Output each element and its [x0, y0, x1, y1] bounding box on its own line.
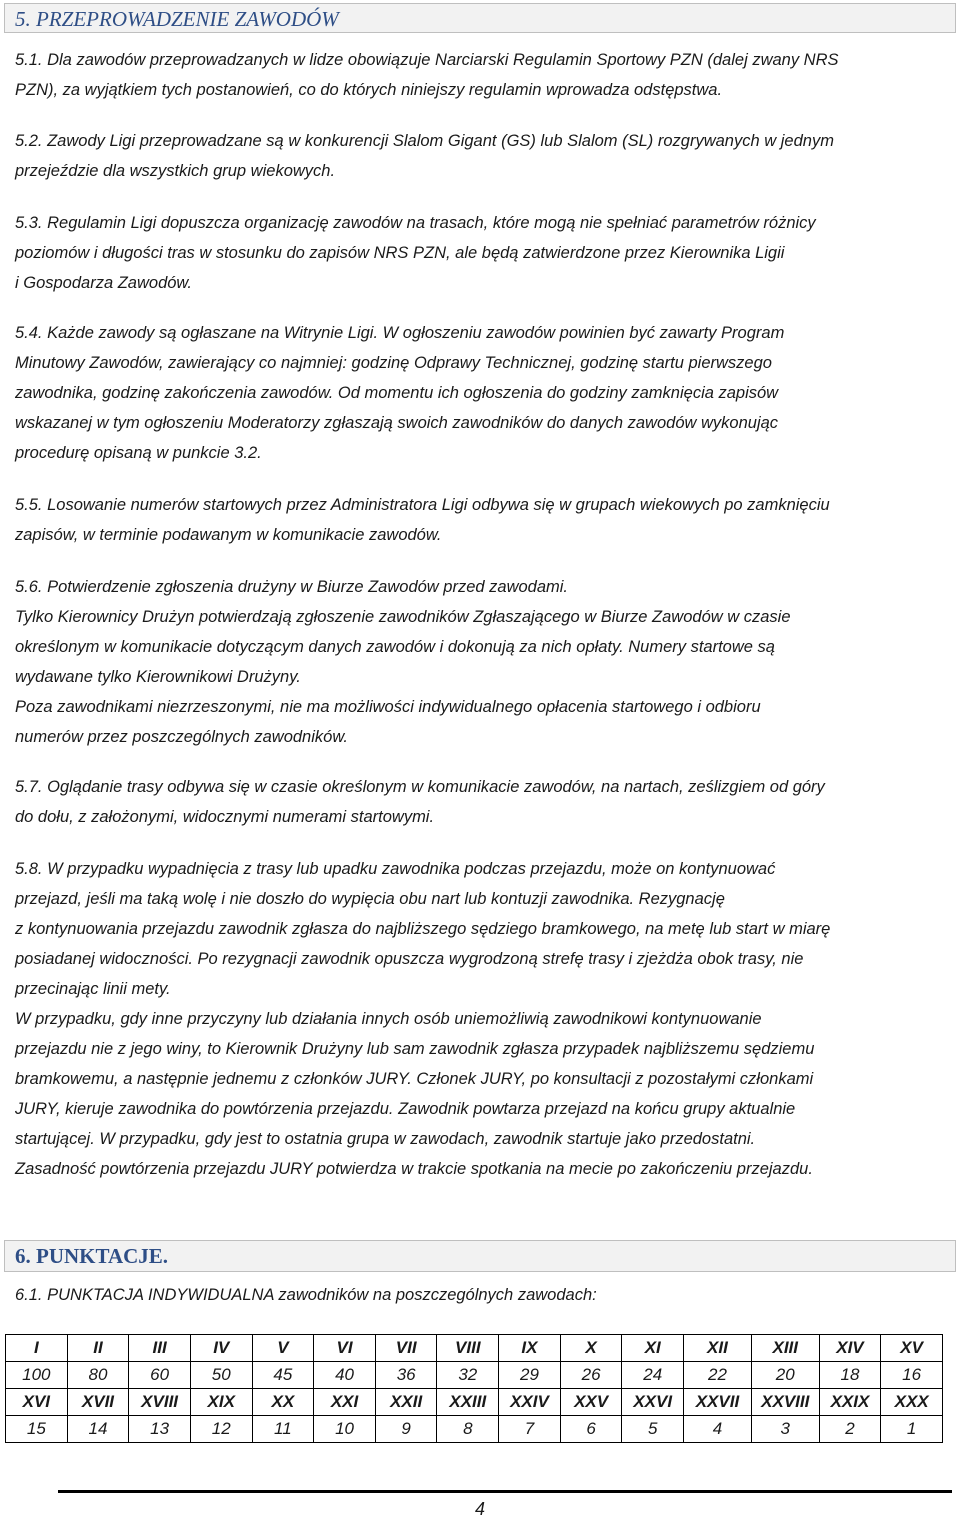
table-row-points: [6, 1362, 943, 1389]
paragraph-line: przejazdu nie z jego winy, to Kierownik Drużyny lub sam zawodnik zgłasza przypadek najbliższemu sędziemu: [15, 1040, 815, 1058]
paragraph-line: 5.5. Losowanie numerów startowych przez Administratora Ligi odbywa się w grupach wiekowych po zamknięciu: [15, 496, 830, 514]
table-cell: 7: [499, 1416, 561, 1443]
paragraph-line: posiadanej widoczności. Po rezygnacji zawodnik opuszcza wygrodzoną strefę trasy i zjeżdża obok trasy, nie: [15, 950, 804, 968]
paragraph-line: 5.8. W przypadku wypadnięcia z trasy lub upadku zawodnika podczas przejazdu, może on kontynuować: [15, 860, 776, 878]
table-cell: XXX: [881, 1389, 943, 1416]
table-cell: XXIII: [437, 1389, 499, 1416]
table-cell: XVII: [67, 1389, 129, 1416]
paragraph-5-4: [15, 318, 950, 468]
table-cell: III: [129, 1335, 191, 1362]
table-cell: 32: [437, 1362, 499, 1389]
paragraph-line: 5.1. Dla zawodów przeprowadzanych w lidze obowiązuje Narciarski Regulamin Sportowy PZN (dalej zwany NRS: [15, 51, 839, 69]
paragraph-line: określonym w komunikacie dotyczącym danych zawodów i dokonują za nich opłaty. Numery startowe są: [15, 638, 775, 656]
table-cell: IX: [499, 1335, 561, 1362]
table-cell: 22: [684, 1362, 752, 1389]
paragraph-6-1: [15, 1280, 950, 1310]
paragraph-line: Minutowy Zawodów, zawierający co najmniej: godzinę Odprawy Technicznej, godzinę startu pierwszego: [15, 354, 772, 372]
table-cell: 9: [375, 1416, 437, 1443]
table-cell: 4: [684, 1416, 752, 1443]
table-cell: XXVI: [622, 1389, 684, 1416]
table-cell: II: [67, 1335, 129, 1362]
paragraph-line: procedurę opisaną w punkcie 3.2.: [15, 444, 262, 462]
table-cell: 24: [622, 1362, 684, 1389]
table-cell: 13: [129, 1416, 191, 1443]
table-cell: 26: [560, 1362, 622, 1389]
table-cell: XXIX: [819, 1389, 881, 1416]
paragraph-5-3: [15, 208, 950, 298]
table-cell: XXVIII: [751, 1389, 819, 1416]
table-cell: XVI: [6, 1389, 68, 1416]
table-cell: 6: [560, 1416, 622, 1443]
paragraph-line: wydawane tylko Kierownikowi Drużyny.: [15, 668, 301, 686]
table-cell: 14: [67, 1416, 129, 1443]
table-cell: 16: [881, 1362, 943, 1389]
table-cell: VIII: [437, 1335, 499, 1362]
table-cell: XIV: [819, 1335, 881, 1362]
table-cell: 8: [437, 1416, 499, 1443]
paragraph-line: startującej. W przypadku, gdy jest to ostatnia grupa w zawodach, zawodnik startuje jako przedostatni.: [15, 1130, 756, 1148]
section-5-heading: 5. PRZEPROWADZENIE ZAWODÓW: [4, 3, 956, 33]
table-cell: I: [6, 1335, 68, 1362]
table-cell: 11: [252, 1416, 314, 1443]
table-cell: XV: [881, 1335, 943, 1362]
table-row-places: [6, 1335, 943, 1362]
paragraph-line: do dołu, z założonymi, widocznymi numerami startowymi.: [15, 808, 435, 826]
table-cell: XIX: [190, 1389, 252, 1416]
table-row-places: [6, 1389, 943, 1416]
table-cell: XIII: [751, 1335, 819, 1362]
table-cell: 100: [6, 1362, 68, 1389]
table-cell: IV: [190, 1335, 252, 1362]
paragraph-line: numerów przez poszczególnych zawodników.: [15, 728, 348, 746]
table-cell: 60: [129, 1362, 191, 1389]
table-cell: 18: [819, 1362, 881, 1389]
table-cell: 20: [751, 1362, 819, 1389]
table-cell: 40: [314, 1362, 376, 1389]
paragraph-line: 5.6. Potwierdzenie zgłoszenia drużyny w Biurze Zawodów przed zawodami.: [15, 578, 569, 596]
table-cell: 36: [375, 1362, 437, 1389]
table-cell: VII: [375, 1335, 437, 1362]
subheading-line: 6.1. PUNKTACJA INDYWIDUALNA zawodników na poszczególnych zawodach:: [15, 1286, 597, 1304]
paragraph-5-1: [15, 45, 950, 105]
footer-divider: [58, 1490, 952, 1493]
paragraph-line: JURY, kieruje zawodnika do powtórzenia przejazdu. Zawodnik powtarza przejazd na końcu grupy aktualnie: [15, 1100, 796, 1118]
table-cell: XX: [252, 1389, 314, 1416]
table-cell: 12: [190, 1416, 252, 1443]
page-number: 4: [474, 1499, 485, 1519]
table-cell: 50: [190, 1362, 252, 1389]
paragraph-line: Zasadność powtórzenia przejazdu JURY potwierdza w trakcie spotkania na mecie po zakończeniu przejazdu.: [15, 1160, 813, 1178]
paragraph-line: zapisów, w terminie podawanym w komunikacie zawodów.: [15, 526, 442, 544]
table-cell: XXI: [314, 1389, 376, 1416]
table-cell: 80: [67, 1362, 129, 1389]
section-6-heading: 6. PUNKTACJE.: [4, 1240, 956, 1272]
paragraph-line: 5.7. Oglądanie trasy odbywa się w czasie określonym w komunikacie zawodów, na nartach, ześlizgiem od góry: [15, 778, 825, 796]
table-cell: 2: [819, 1416, 881, 1443]
points-table: [5, 1334, 943, 1443]
paragraph-line: przejazd, jeśli ma taką wolę i nie doszło do wypięcia obu nart lub kontuzji zawodnika. Rezygnację: [15, 890, 725, 908]
table-cell: XXVII: [684, 1389, 752, 1416]
table-cell: XXIV: [499, 1389, 561, 1416]
table-cell: 15: [6, 1416, 68, 1443]
table-cell: XVIII: [129, 1389, 191, 1416]
table-cell: XXII: [375, 1389, 437, 1416]
points-table-wrapper: [5, 1334, 943, 1443]
table-cell: XXV: [560, 1389, 622, 1416]
table-cell: 3: [751, 1416, 819, 1443]
paragraph-line: W przypadku, gdy inne przyczyny lub działania innych osób uniemożliwią zawodnikowi kontynuowanie: [15, 1010, 762, 1028]
table-cell: X: [560, 1335, 622, 1362]
paragraph-line: zawodnika, godzinę zakończenia zawodów. Od momentu ich ogłoszenia do godziny zamknięcia zapisów: [15, 384, 779, 402]
table-cell: V: [252, 1335, 314, 1362]
table-cell: 45: [252, 1362, 314, 1389]
paragraph-line: Tylko Kierownicy Drużyn potwierdzają zgłoszenie zawodników Zgłaszającego w Biurze Zawodów w czasie: [15, 608, 791, 626]
table-cell: 29: [499, 1362, 561, 1389]
paragraph-line: poziomów i długości tras w stosunku do zapisów NRS PZN, ale będą zatwierdzone przez Kierownika Ligii: [15, 244, 785, 262]
table-cell: VI: [314, 1335, 376, 1362]
table-cell: XI: [622, 1335, 684, 1362]
paragraph-5-5: [15, 490, 950, 550]
paragraph-5-7: [15, 772, 950, 832]
table-cell: 1: [881, 1416, 943, 1443]
paragraph-5-2: [15, 126, 950, 186]
paragraph-line: z kontynuowania przejazdu zawodnik zgłasza do najbliższego sędziego bramkowego, na metę lub start w miarę: [15, 920, 831, 938]
paragraph-5-6: [15, 572, 950, 752]
paragraph-line: 5.3. Regulamin Ligi dopuszcza organizację zawodów na trasach, które mogą nie spełniać parametrów różnicy: [15, 214, 816, 232]
table-cell: 10: [314, 1416, 376, 1443]
paragraph-line: Poza zawodnikami niezrzeszonymi, nie ma możliwości indywidualnego opłacenia startowego i odbioru: [15, 698, 761, 716]
paragraph-line: wskazanej w tym ogłoszeniu Moderatorzy zgłaszają swoich zawodników do danych zawodów wykonując: [15, 414, 779, 432]
paragraph-line: 5.4. Każde zawody są ogłaszane na Witrynie Ligi. W ogłoszeniu zawodów powinien być zawarty Program: [15, 324, 785, 342]
paragraph-line: przejeździe dla wszystkich grup wiekowych.: [15, 162, 336, 180]
paragraph-line: 5.2. Zawody Ligi przeprowadzane są w konkurencji Slalom Gigant (GS) lub Slalom (SL) rozgrywanych w jednym: [15, 132, 834, 150]
table-row-points: [6, 1416, 943, 1443]
paragraph-line: przecinając linii mety.: [15, 980, 171, 998]
paragraph-line: i Gospodarza Zawodów.: [15, 274, 193, 292]
paragraph-line: PZN), za wyjątkiem tych postanowień, co do których niniejszy regulamin wprowadza odstępstwa.: [15, 81, 723, 99]
table-cell: XII: [684, 1335, 752, 1362]
paragraph-line: bramkowemu, a następnie jednemu z członków JURY. Członek JURY, po konsultacji z pozostałymi członkami: [15, 1070, 814, 1088]
table-cell: 5: [622, 1416, 684, 1443]
paragraph-5-8: [15, 854, 950, 1184]
